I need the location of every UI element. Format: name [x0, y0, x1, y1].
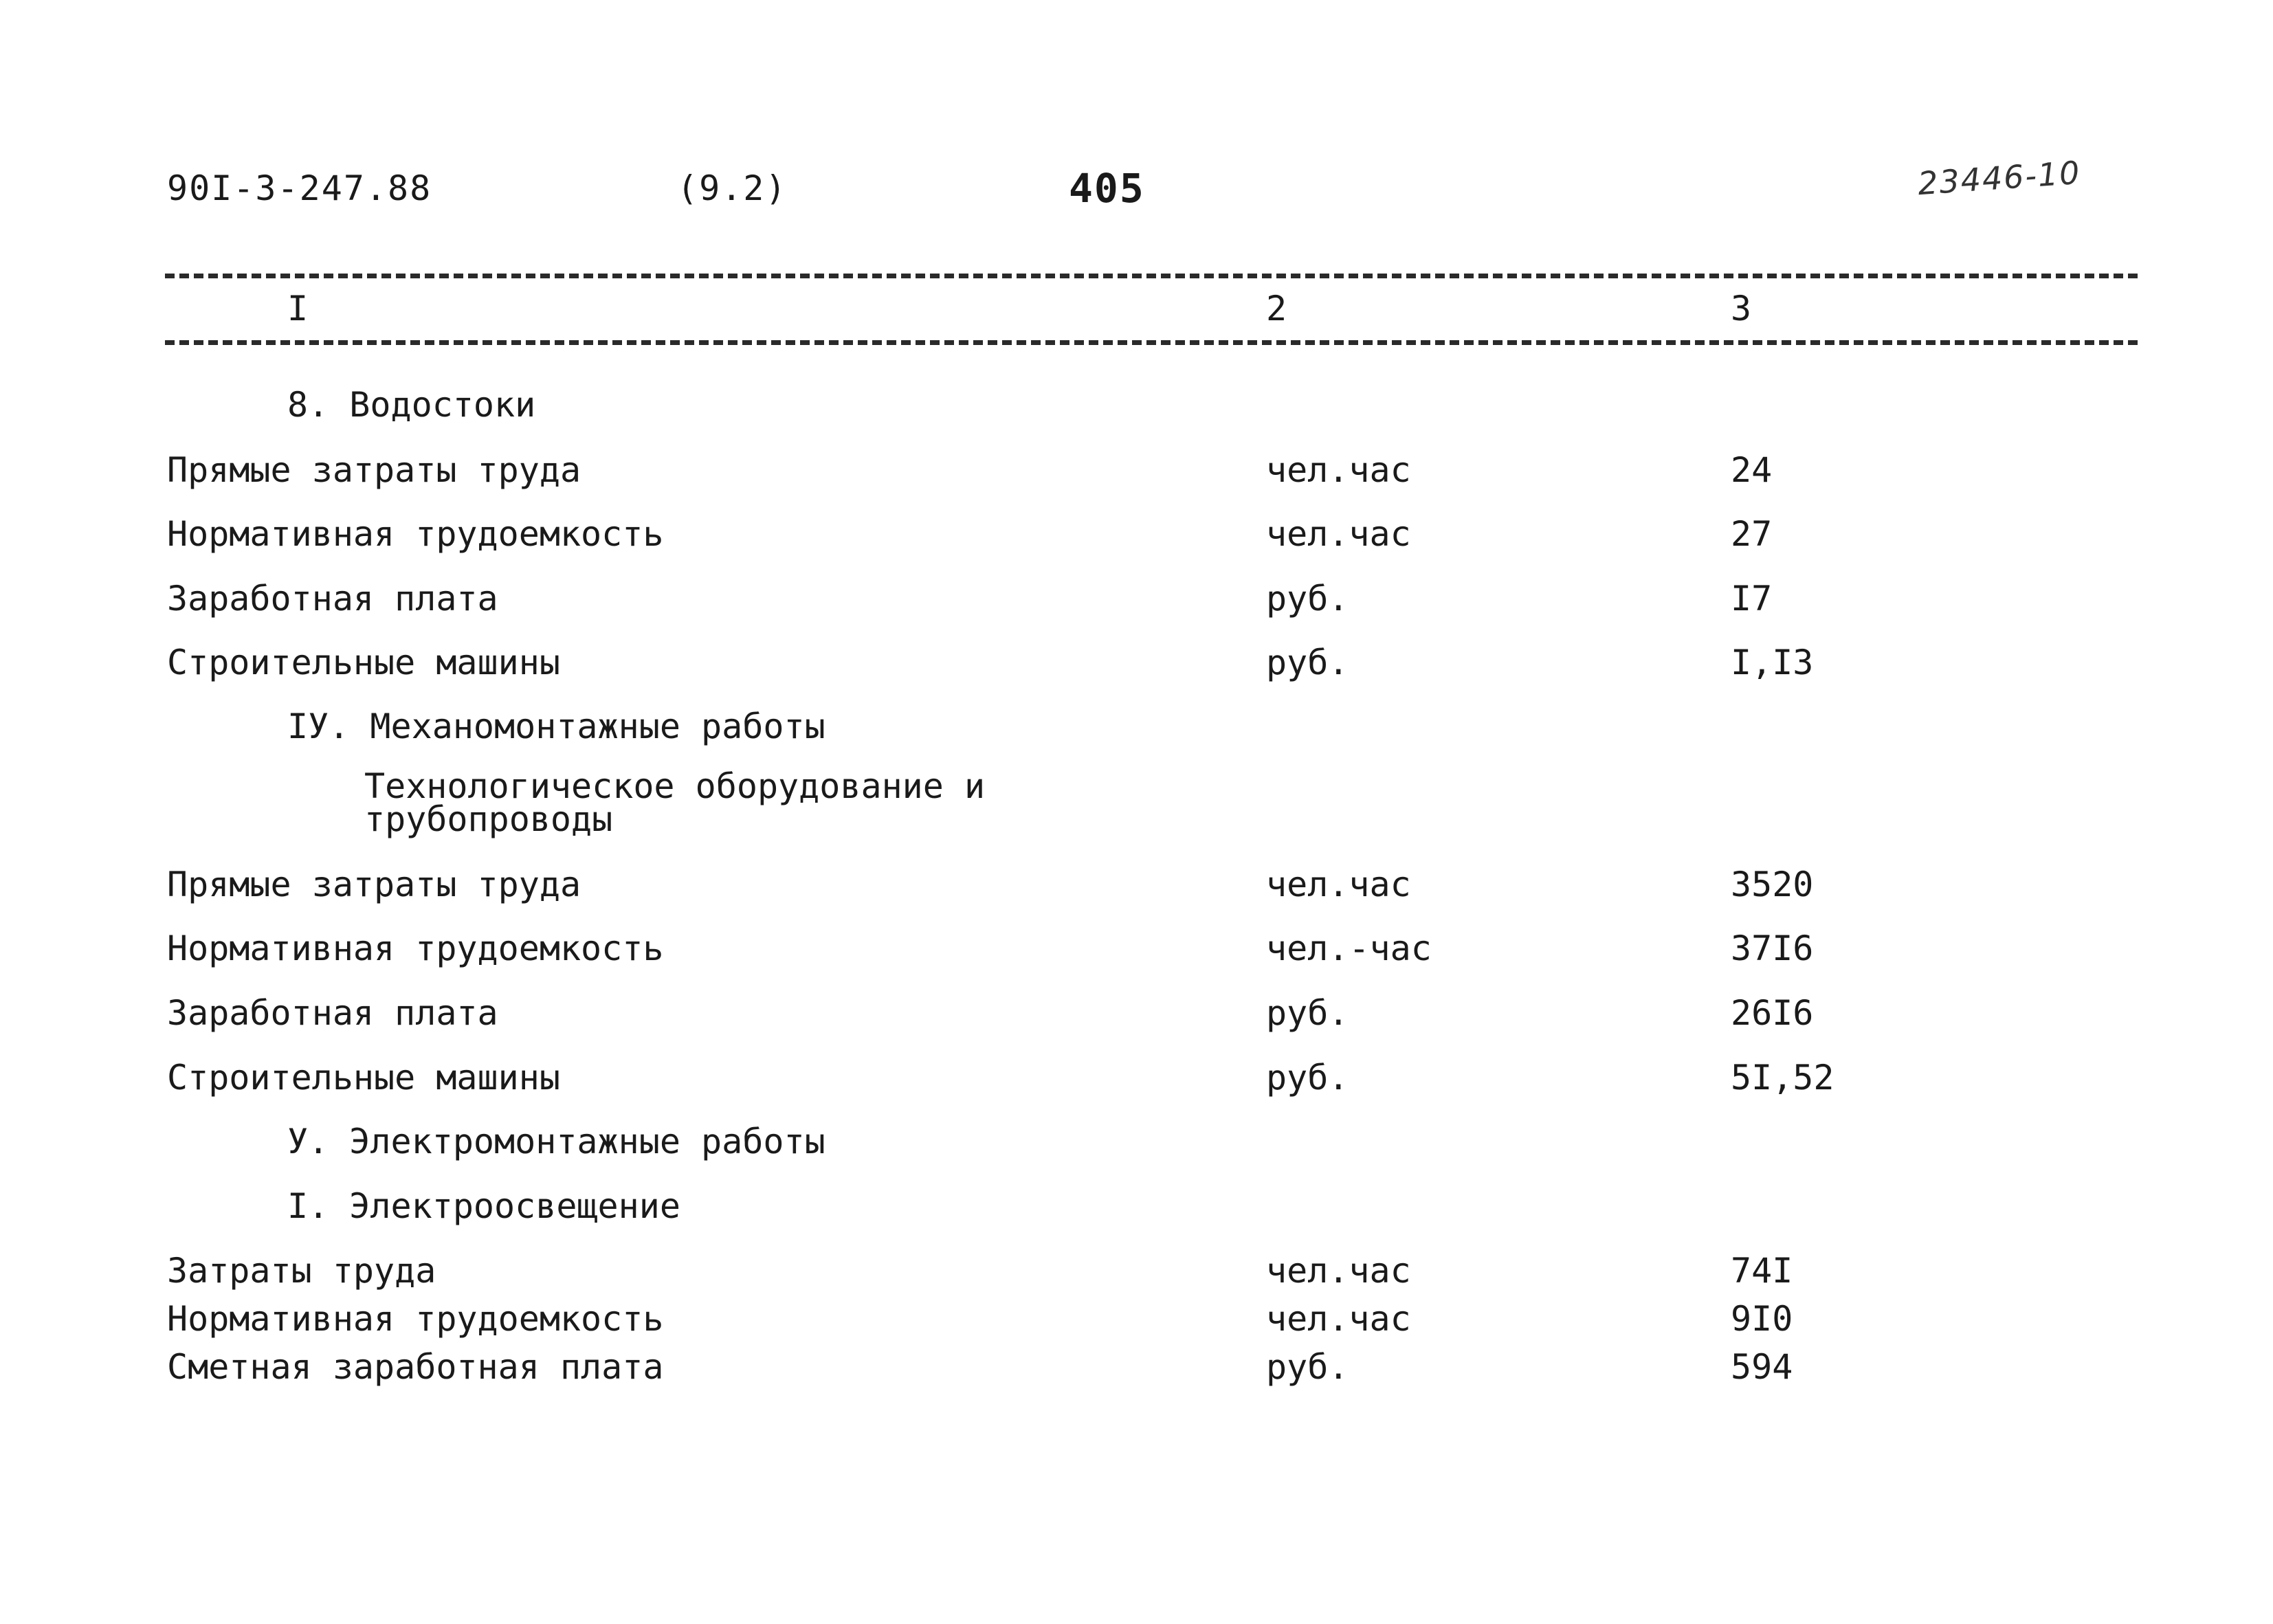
row-value: 74I: [1731, 1251, 1793, 1291]
table-top-rule: [165, 274, 2138, 278]
table-row: [0, 579, 2273, 620]
row-name: Прямые затраты труда: [167, 450, 581, 490]
table-row: [0, 643, 2273, 684]
row-unit: чел.час: [1266, 450, 1411, 490]
column-header-3: 3: [1731, 289, 1752, 329]
section-subtitle: Технологическое оборудование и трубопроводы: [364, 766, 986, 839]
table-row: [0, 928, 2273, 970]
table-row: [0, 1347, 2273, 1388]
row-unit: чел.час: [1266, 514, 1411, 554]
section-subtitle-row: [0, 766, 2273, 845]
section-number: (9.2): [677, 168, 788, 208]
table-row: [0, 450, 2273, 491]
row-unit: руб.: [1266, 1058, 1349, 1098]
row-value: 37I6: [1731, 928, 1814, 968]
section-title: 8. Водостоки: [287, 385, 536, 425]
row-unit: чел.час: [1266, 1299, 1411, 1339]
row-unit: руб.: [1266, 579, 1349, 619]
row-name: Строительные машины: [167, 1058, 560, 1098]
table-row: [0, 514, 2273, 555]
column-header-2: 2: [1266, 289, 1287, 329]
row-value: 594: [1731, 1347, 1793, 1387]
row-name: Сметная заработная плата: [167, 1347, 664, 1387]
row-value: 26I6: [1731, 993, 1814, 1033]
row-unit: чел.-час: [1266, 928, 1432, 968]
section-title-row: [0, 1122, 2273, 1163]
table-row: [0, 1251, 2273, 1292]
row-value: 9I0: [1731, 1299, 1793, 1339]
section-title: У. Электромонтажные работы: [287, 1122, 825, 1161]
table-row: [0, 1299, 2273, 1340]
row-name: Нормативная трудоемкость: [167, 1299, 664, 1339]
table-row: [0, 1058, 2273, 1099]
row-name: Заработная плата: [167, 993, 498, 1033]
row-unit: чел.час: [1266, 865, 1411, 904]
inventory-number: 23446-10: [1916, 153, 2083, 203]
row-name: Строительные машины: [167, 643, 560, 682]
section-subtitle-row: [0, 1186, 2273, 1227]
row-name: Прямые затраты труда: [167, 865, 581, 904]
section-title: IУ. Механомонтажные работы: [287, 707, 825, 746]
row-name: Затраты труда: [167, 1251, 436, 1291]
row-unit: руб.: [1266, 643, 1349, 682]
row-value: 5I,52: [1731, 1058, 1834, 1098]
section-title-row: [0, 707, 2273, 748]
row-unit: руб.: [1266, 1347, 1349, 1387]
page-number: 405: [1069, 165, 1145, 212]
section-subtitle: I. Электроосвещение: [287, 1186, 680, 1226]
row-value: I,I3: [1731, 643, 1814, 682]
table-row: [0, 865, 2273, 906]
row-name: Нормативная трудоемкость: [167, 928, 664, 968]
row-unit: руб.: [1266, 993, 1349, 1033]
table-row: [0, 993, 2273, 1034]
row-value: I7: [1731, 579, 1773, 619]
row-value: 27: [1731, 514, 1773, 554]
document-code: 90I-3-247.88: [167, 168, 432, 208]
row-unit: чел.час: [1266, 1251, 1411, 1291]
row-name: Нормативная трудоемкость: [167, 514, 664, 554]
row-value: 24: [1731, 450, 1773, 490]
row-name: Заработная плата: [167, 579, 498, 619]
column-header-1: I: [287, 289, 309, 329]
table-header-rule: [165, 340, 2138, 345]
row-value: 3520: [1731, 865, 1814, 904]
section-title-row: [0, 385, 2273, 426]
